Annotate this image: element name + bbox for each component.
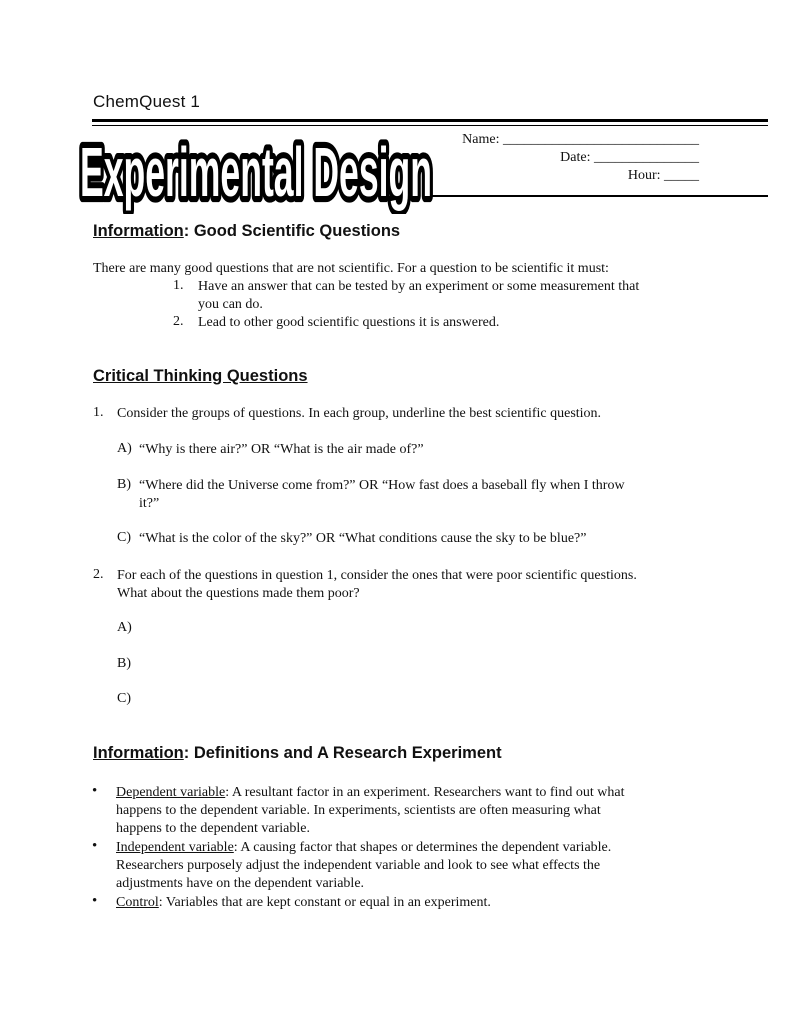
definition-control: Control: Variables that are kept constant or equal in an experiment. <box>116 895 491 910</box>
list-item: Lead to other good scientific questions it is answered. <box>198 315 500 330</box>
question-number: 1. <box>93 405 104 420</box>
hour-field[interactable]: Hour: _____ <box>627 168 699 183</box>
list-number: 1. <box>173 278 184 293</box>
question-text: For each of the questions in question 1, consider the ones that were poor scientific questions. What about the questions made them poor? <box>117 568 637 601</box>
answer-label: C) <box>117 691 131 706</box>
title-wordart <box>76 122 436 214</box>
option-letter: B) <box>117 477 131 492</box>
date-field[interactable]: Date: _______________ <box>560 150 699 165</box>
option-letter: A) <box>117 441 132 456</box>
header-rule-bottom <box>426 195 768 197</box>
option-text[interactable]: “What is the color of the sky?” OR “What conditions cause the sky to be blue?” <box>139 531 587 546</box>
section-heading-good-questions: Information: Good Scientific Questions <box>93 222 401 240</box>
list-number: 2. <box>173 314 184 329</box>
option-letter: C) <box>117 530 131 545</box>
question-number: 2. <box>93 567 104 582</box>
option-text[interactable]: “Where did the Universe come from?” OR “How fast does a baseball fly when I throw it?” <box>139 478 625 511</box>
bullet-icon: • <box>92 783 98 799</box>
list-item: Have an answer that can be tested by an experiment or some measurement that you can do. <box>198 279 640 312</box>
intro-text: There are many good questions that are not scientific. For a question to be scientific it must: <box>93 261 609 276</box>
course-label: ChemQuest 1 <box>93 92 201 111</box>
section-heading-definitions: Information: Definitions and A Research Experiment <box>93 744 502 762</box>
answer-label: B) <box>117 656 131 671</box>
option-text[interactable]: “Why is there air?” OR “What is the air made of?” <box>139 442 424 457</box>
title-text: Experimental Design <box>80 132 432 211</box>
definition-independent: Independent variable: A causing factor that shapes or determines the dependent variable. Researchers purposely adjust the independent variable and look to see what effects the adjustments have on the dependent variable. <box>116 840 612 891</box>
section-heading-critical-thinking: Critical Thinking Questions <box>93 367 308 385</box>
name-field[interactable]: Name: ____________________________ <box>462 132 699 147</box>
definition-dependent: Dependent variable: A resultant factor in an experiment. Researchers want to find out what happens to the dependent variable. In experiments, scientists are often measuring what happens to the dependent variable. <box>116 785 625 836</box>
answer-label: A) <box>117 620 132 635</box>
bullet-icon: • <box>92 893 98 909</box>
question-text: Consider the groups of questions. In each group, underline the best scientific question. <box>117 406 602 421</box>
bullet-icon: • <box>92 838 98 854</box>
